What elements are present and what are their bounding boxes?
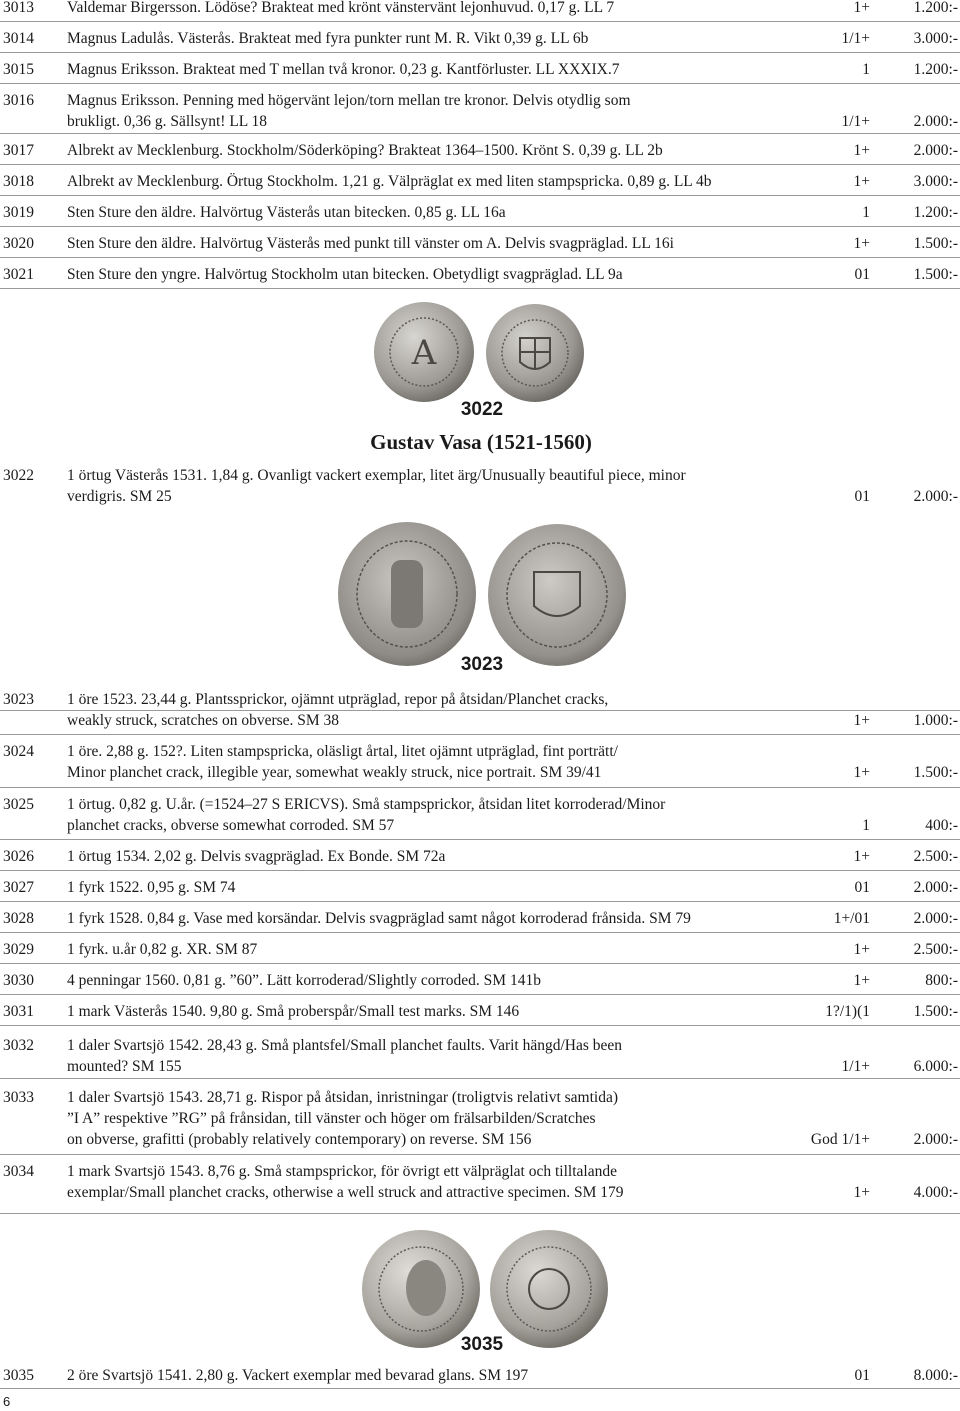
row-divider: [0, 787, 960, 788]
lot-grade: God 1/1+: [810, 1131, 870, 1148]
lot-grade: 1+: [853, 0, 870, 16]
lot-description: [67, 908, 807, 929]
lot-number: 3027: [3, 879, 34, 896]
lot-description: [67, 877, 807, 898]
lot-grade: 1+: [853, 972, 870, 989]
lot-number: 3022: [3, 467, 34, 484]
lot-price: 2.000:-: [913, 879, 958, 896]
lot-price: 2.500:-: [913, 848, 958, 865]
row-divider: [0, 195, 960, 196]
coin-label-3035: 3035: [460, 1334, 504, 1355]
lot-grade: 01: [854, 1367, 870, 1384]
lot-description: [67, 264, 807, 285]
row-divider: [0, 83, 960, 84]
lot-description: [67, 846, 807, 867]
svg-text:A: A: [411, 333, 437, 373]
lot-description-line: Minor planchet crack, illegible year, somewhat weakly struck, nice portrait. SM 39/41: [67, 764, 602, 781]
row-divider: [0, 257, 960, 258]
lot-grade: 1+: [853, 1184, 870, 1201]
lot-number: 3031: [3, 1003, 34, 1020]
lot-price: 1.200:-: [913, 61, 958, 78]
lot-number: 3026: [3, 848, 34, 865]
lot-description-line: ”I A” respektive ”RG” på frånsidan, till vänster och höger om frälsarbilden/Scratches: [67, 1110, 596, 1127]
lot-description: [67, 1365, 807, 1386]
lot-number: 3032: [3, 1037, 34, 1054]
lot-description-line: verdigris. SM 25: [67, 488, 172, 505]
row-divider: [0, 226, 960, 227]
lot-description-line: Valdemar Birgersson. Lödöse? Brakteat med krönt vänstervänt lejonhuvud. 0,17 g. LL 7: [67, 0, 615, 16]
lot-description-line: 1 fyrk 1522. 0,95 g. SM 74: [67, 879, 236, 896]
lot-price: 8.000:-: [913, 1367, 958, 1384]
lot-description: [67, 90, 807, 132]
coin-image-3023-obverse: [336, 520, 478, 668]
lot-description-line: 1 mark Svartsjö 1543. 8,76 g. Små stampsprickor, för övrigt ett välpräglat och tilltalande: [67, 1163, 617, 1180]
lot-description-line: Magnus Eriksson. Penning med högervänt lejon/torn mellan tre kronor. Delvis otydlig som: [67, 92, 631, 109]
lot-price: 3.000:-: [913, 173, 958, 190]
lot-description-line: Sten Sture den yngre. Halvörtug Stockholm utan bitecken. Obetydligt svagpräglad. LL 9a: [67, 266, 623, 283]
lot-description: [67, 1035, 807, 1077]
row-divider: [0, 734, 960, 735]
lot-grade: 1?/1)(1: [825, 1003, 870, 1020]
lot-description-line: 1 fyrk 1528. 0,84 g. Vase med korsändar. Delvis svagpräglad samt något korroderad frånsida. SM 79: [67, 910, 691, 927]
lot-grade: 1+: [853, 173, 870, 190]
row-divider: [0, 1025, 960, 1026]
row-divider: [0, 901, 960, 902]
lot-number: 3035: [3, 1367, 34, 1384]
lot-description-line: 1 daler Svartsjö 1543. 28,71 g. Rispor på åtsidan, inristningar (troligtvis relativt samtida): [67, 1089, 619, 1106]
lot-description-line: 1 örtug Västerås 1531. 1,84 g. Ovanligt vackert exemplar, litet ärg/Unusually beautiful piece, minor: [67, 467, 686, 484]
lot-number: 3025: [3, 796, 34, 813]
coin-image-3035-reverse: [488, 1228, 610, 1350]
lot-price: 3.000:-: [913, 30, 958, 47]
lot-grade: 1+: [853, 142, 870, 159]
lot-description: [67, 28, 807, 49]
lot-description-line: exemplar/Small planchet cracks, otherwise a well struck and attractive specimen. SM 179: [67, 1184, 624, 1201]
lot-description: [67, 0, 807, 18]
lot-number: 3016: [3, 92, 34, 109]
lot-description-line: Albrekt av Mecklenburg. Örtug Stockholm. 1,21 g. Välpräglat ex med liten stampspricka. 0,89 g. LL 4b: [67, 173, 712, 190]
lot-grade: 01: [854, 879, 870, 896]
lot-price: 2.000:-: [913, 910, 958, 927]
row-divider: [0, 839, 960, 840]
lot-price: 1.500:-: [913, 266, 958, 283]
lot-price: 1.200:-: [913, 204, 958, 221]
lot-description-line: 1 fyrk. u.år 0,82 g. XR. SM 87: [67, 941, 258, 958]
row-divider: [0, 133, 960, 134]
lot-description-line: Magnus Ladulås. Västerås. Brakteat med fyra punkter runt M. R. Vikt 0,39 g. LL 6b: [67, 30, 589, 47]
lot-price: 1.000:-: [913, 712, 958, 729]
lot-number: 3023: [3, 691, 34, 708]
lot-description-line: 1 mark Västerås 1540. 9,80 g. Små proberspår/Small test marks. SM 146: [67, 1003, 520, 1020]
lot-description-line: Magnus Eriksson. Brakteat med T mellan två kronor. 0,23 g. Kantförluster. LL XXXIX.7: [67, 61, 620, 78]
row-divider: [0, 1078, 960, 1079]
lot-price: 2.500:-: [913, 941, 958, 958]
coin-label-3023: 3023: [460, 654, 504, 675]
section-heading: Gustav Vasa (1521-1560): [370, 430, 592, 454]
row-divider: [0, 994, 960, 995]
lot-price: 1.200:-: [913, 0, 958, 16]
lot-number: 3013: [3, 0, 34, 16]
lot-description: [67, 741, 807, 783]
coin-label-3022: 3022: [460, 399, 504, 420]
lot-grade: 1+: [853, 712, 870, 729]
row-divider: [0, 1388, 960, 1389]
lot-number: 3014: [3, 30, 34, 47]
row-divider: [0, 963, 960, 964]
lot-price: 2.000:-: [913, 142, 958, 159]
lot-description-line: on obverse, grafitti (probably relatively contemporary) on reverse. SM 156: [67, 1131, 532, 1148]
lot-price: 800:-: [925, 972, 958, 989]
lot-price: 2.000:-: [913, 1131, 958, 1148]
lot-description-line: 1 öre. 2,88 g. 152?. Liten stampspricka, oläsligt årtal, litet ojämnt utpräglad, fint porträtt/: [67, 743, 618, 760]
lot-number: 3019: [3, 204, 34, 221]
lot-grade: 1: [862, 817, 870, 834]
lot-number: 3021: [3, 266, 34, 283]
coin-image-3023-reverse: [486, 522, 628, 668]
lot-description: [67, 1001, 807, 1022]
row-divider: [0, 932, 960, 933]
page-number: 6: [3, 1394, 11, 1409]
lot-number: 3034: [3, 1163, 34, 1180]
row-divider: [0, 710, 960, 711]
lot-description: [67, 939, 807, 960]
lot-description-line: Sten Sture den äldre. Halvörtug Västerås utan bitecken. 0,85 g. LL 16a: [67, 204, 506, 221]
lot-description-line: mounted? SM 155: [67, 1058, 182, 1075]
lot-price: 1.500:-: [913, 235, 958, 252]
lot-grade: 1: [862, 204, 870, 221]
lot-grade: 1/1+: [841, 113, 870, 130]
lot-price: 4.000:-: [913, 1184, 958, 1201]
row-divider: [0, 1213, 960, 1214]
lot-price: 1.500:-: [913, 1003, 958, 1020]
lot-grade: 1+: [853, 941, 870, 958]
lot-number: 3024: [3, 743, 34, 760]
lot-grade: 01: [854, 488, 870, 505]
lot-price: 1.500:-: [913, 764, 958, 781]
lot-number: 3018: [3, 173, 34, 190]
lot-description: [67, 59, 807, 80]
lot-price: 2.000:-: [913, 113, 958, 130]
coin-image-3035-obverse: [360, 1228, 482, 1350]
coin-image-3022-obverse: [372, 300, 476, 404]
lot-grade: 01: [854, 266, 870, 283]
lot-description-line: planchet cracks, obverse somewhat corroded. SM 57: [67, 817, 395, 834]
lot-description-line: Albrekt av Mecklenburg. Stockholm/Söderköping? Brakteat 1364–1500. Krönt S. 0,39 g. LL 2b: [67, 142, 663, 159]
lot-number: 3029: [3, 941, 34, 958]
lot-grade: 1+: [853, 848, 870, 865]
row-divider: [0, 21, 960, 22]
lot-description-line: 1 örtug. 0,82 g. U.år. (=1524–27 S ERICVS). Små stampsprickor, åtsidan litet korroderad/Minor: [67, 796, 666, 813]
lot-description: [67, 233, 807, 254]
lot-description-line: 2 öre Svartsjö 1541. 2,80 g. Vackert exemplar med bevarad glans. SM 197: [67, 1367, 529, 1384]
lot-number: 3030: [3, 972, 34, 989]
lot-description-line: 1 daler Svartsjö 1542. 28,43 g. Små plantsfel/Small planchet faults. Varit hängd/Has been: [67, 1037, 623, 1054]
lot-description: [67, 171, 807, 192]
lot-grade: 1+: [853, 764, 870, 781]
coin-image-3022-reverse: [484, 302, 586, 404]
row-divider: [0, 164, 960, 165]
lot-description: [67, 1087, 807, 1150]
lot-grade: 1+: [853, 235, 870, 252]
lot-description: [67, 1161, 807, 1203]
row-divider: [0, 1154, 960, 1155]
lot-description: [67, 202, 807, 223]
lot-description: [67, 794, 807, 836]
lot-grade: 1+/01: [833, 910, 870, 927]
lot-grade: 1/1+: [841, 1058, 870, 1075]
row-divider: [0, 52, 960, 53]
lot-grade: 1: [862, 61, 870, 78]
lot-price: 400:-: [925, 817, 958, 834]
lot-description: [67, 140, 807, 161]
lot-description-line: Sten Sture den äldre. Halvörtug Västerås med punkt till vänster om A. Delvis svagpräglad. LL 16i: [67, 235, 674, 252]
lot-number: 3028: [3, 910, 34, 927]
lot-description: [67, 970, 807, 991]
lot-description-line: 1 öre 1523. 23,44 g. Plantssprickor, ojämnt utpräglad, repor på åtsidan/Planchet cracks,: [67, 691, 609, 708]
lot-number: 3033: [3, 1089, 34, 1106]
lot-description-line: 4 penningar 1560. 0,81 g. ”60”. Lätt korroderad/Slightly corroded. SM 141b: [67, 972, 541, 989]
lot-grade: 1/1+: [841, 30, 870, 47]
lot-description: [67, 465, 807, 507]
lot-description-line: brukligt. 0,36 g. Sällsynt! LL 18: [67, 113, 268, 130]
lot-number: 3015: [3, 61, 34, 78]
lot-number: 3017: [3, 142, 34, 159]
lot-price: 6.000:-: [913, 1058, 958, 1075]
lot-price: 2.000:-: [913, 488, 958, 505]
lot-number: 3020: [3, 235, 34, 252]
row-divider: [0, 288, 960, 289]
lot-description-line: weakly struck, scratches on obverse. SM 38: [67, 712, 340, 729]
row-divider: [0, 870, 960, 871]
lot-description-line: 1 örtug 1534. 2,02 g. Delvis svagpräglad. Ex Bonde. SM 72a: [67, 848, 446, 865]
